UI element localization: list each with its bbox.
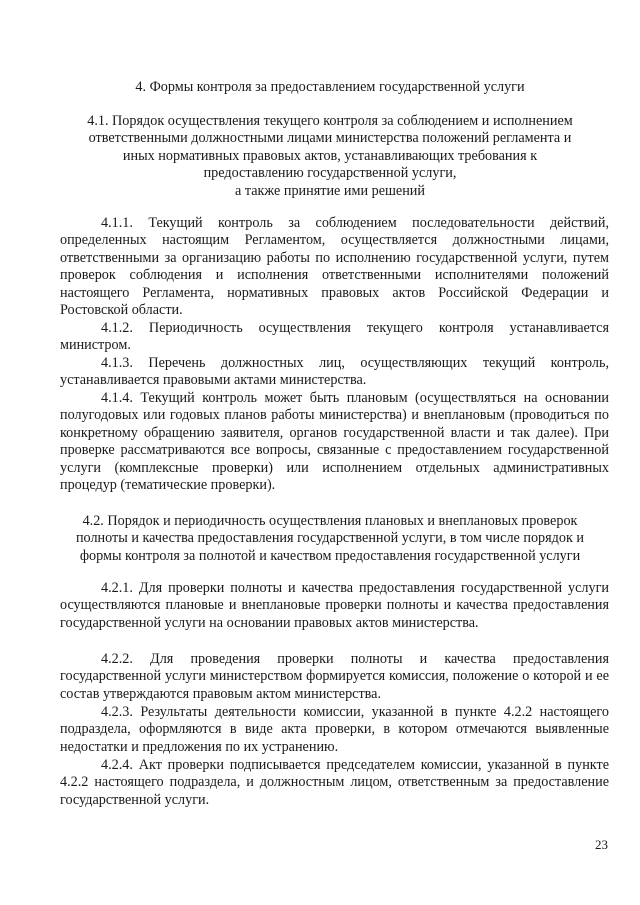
page-number: 23 xyxy=(595,837,608,852)
paragraph-4-2-4: 4.2.4. Акт проверки подписывается председателем комиссии, указанной в пункте 4.2.2 настоящего подраздела, и должностным лицом, ответственным за предоставление государственной услуги. xyxy=(60,757,609,808)
paragraph-4-1-2: 4.1.2. Периодичность осуществления текущего контроля устанавливается министром. xyxy=(60,320,609,354)
subsection-4-1-line: предоставлению государственной услуги, xyxy=(203,165,457,182)
subsection-4-2-heading xyxy=(60,513,600,565)
subsection-4-2-line: формы контроля за полнотой и качеством предоставления государственной услуги xyxy=(79,547,581,564)
subsection-4-1-line: ответственными должностными лицами министерства положений регламента и xyxy=(88,130,572,147)
subsection-4-1-line: а также принятие ими решений xyxy=(234,182,425,199)
subsection-4-1-line: 4.1. Порядок осуществления текущего контроля за соблюдением и исполнением xyxy=(87,113,573,129)
paragraph-4-1-3: 4.1.3. Перечень должностных лиц, осуществляющих текущий контроль, устанавливается правовыми актами министерства. xyxy=(60,355,609,389)
subsection-4-1-heading xyxy=(60,113,600,200)
paragraph-4-1-4: 4.1.4. Текущий контроль может быть плановым (осуществляться на основании полугодовых или годовых планов работы министерства) и внеплановым (проводиться по конкретному обращению заявителя, органов государственной власти и так далее). При проверке рассматриваются все вопросы, связанные с предоставлением государственной услуги (комплексные проверки) или исполнением отдельных административных процедур (тематические проверки). xyxy=(60,390,609,494)
paragraph-4-1-1: 4.1.1. Текущий контроль за соблюдением последовательности действий, определенных настоящим Регламентом, осуществляется должностными лицами, ответственными за организацию работы по исполнению государственной услуги, путем проверок соблюдения и исполнения ответственными исполнителями положений настоящего Регламента, нормативных правовых актов Российской Федерации и Ростовской области. xyxy=(60,215,609,319)
subsection-4-2-line: 4.2. Порядок и периодичность осуществления плановых и внеплановых проверок xyxy=(82,513,578,529)
subsection-4-1-line: иных нормативных правовых актов, устанавливающих требования к xyxy=(122,147,538,164)
paragraph-4-2-3: 4.2.3. Результаты деятельности комиссии, указанной в пункте 4.2.2 настоящего подраздела, оформляются в виде акта проверки, в котором отмечаются выявленные недостатки и предложения по их устранению. xyxy=(60,704,609,755)
section-title: 4. Формы контроля за предоставлением государственной услуги xyxy=(135,79,525,95)
paragraph-4-2-1: 4.2.1. Для проверки полноты и качества предоставления государственной услуги осуществляются плановые и внеплановые проверки полноты и качества предоставления государственной услуги на основании правовых актов министерства. xyxy=(60,580,609,631)
subsection-4-2-line: полноты и качества предоставления государственной услуги, в том числе порядок и xyxy=(75,530,585,547)
paragraph-4-2-2: 4.2.2. Для проведения проверки полноты и качества предоставления государственной услуги министерством формируется комиссия, положение о которой и ее состав утверждаются правовым актом министерства. xyxy=(60,651,609,702)
